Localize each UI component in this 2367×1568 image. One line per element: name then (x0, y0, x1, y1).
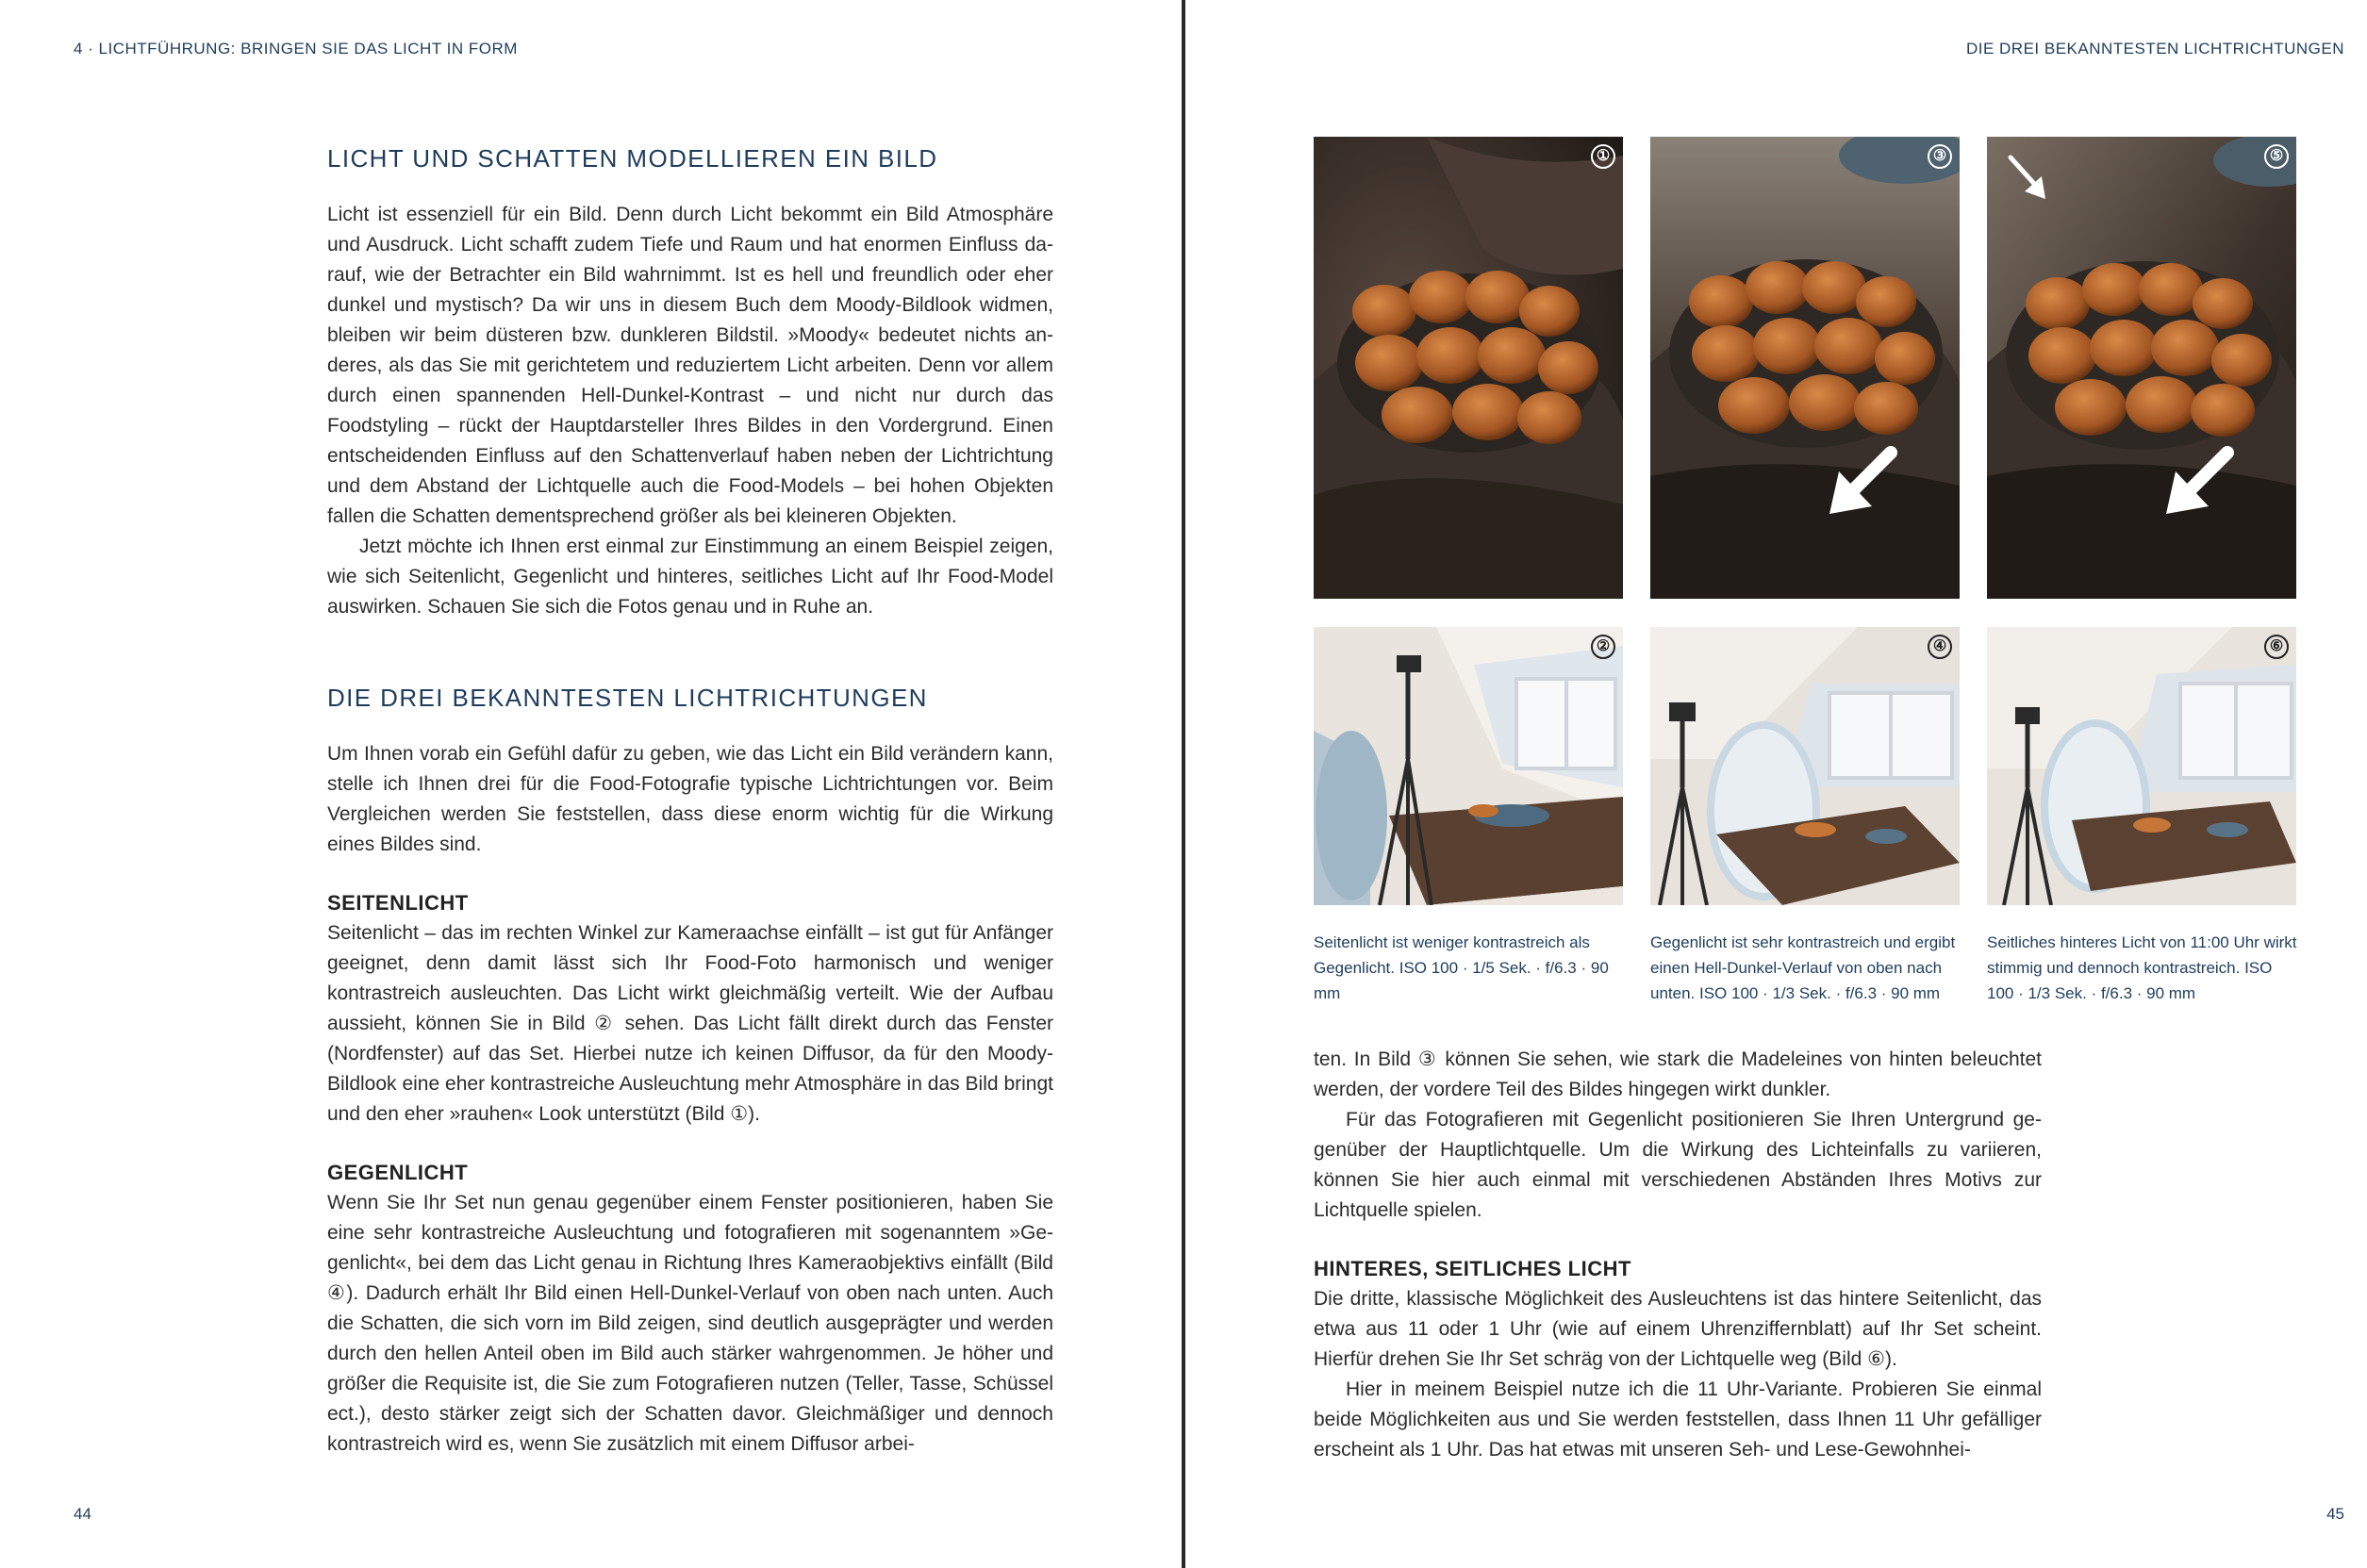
running-head-left: 4 · LICHTFÜHRUNG: BRINGEN SIE DAS LICHT IN FORM (74, 40, 518, 58)
photo-number-badge: ⑥ (2264, 635, 2289, 659)
photo-gegenlicht-food (1650, 137, 1960, 599)
paragraph: Jetzt möchte ich Ihnen erst einmal zur Einstimmung an einem Beispiel zeigen, wie sich Seitenlicht, Gegenlicht und hinteres, seitliches Licht auf Ihr Food-Model auswirken. Schauen Sie sich die Fotos genau und in Ruhe an. (327, 536, 1053, 618)
paragraph: Seitenlicht – das im rechten Winkel zur Kameraachse einfällt – ist gut für Anfänger geeignet, denn damit lässt sich Ihr Food-Foto harmonisch und weniger kontrastreich ausleuchten. Das Licht wirkt gleichmäßig verteilt. Wie der Aufbau aussieht, können Sie in Bild ② sehen. Das Licht fällt direkt durch das Fenster (Nordfenster) auf das Set. Hierbei nutze ich keinen Diffusor, da für den Moody-Bildlook eine eher kontrastreiche Ausleuchtung mehr Atmosphäre in das Bild bringt und den eher »rauhen« Look unterstützt (Bild ①). (327, 922, 1053, 1125)
body-gegenlicht (327, 1188, 1053, 1460)
subheading-seitenlicht: SEITENLICHT (327, 891, 469, 915)
left-text-column (327, 141, 1053, 1460)
page-number-left: 44 (74, 1505, 91, 1523)
body-seitenlicht (327, 918, 1053, 1130)
photo-gegenlicht-setup (1650, 627, 1960, 905)
body-hinteres-seitliches-licht (1314, 1284, 2042, 1465)
studio-setup-photo-6 (1987, 627, 2296, 905)
madeleines-photo-5 (1987, 137, 2296, 599)
heading-lichtrichtungen: DIE DREI BEKANNTESTEN LICHTRICHTUNGEN (327, 684, 928, 712)
photo-seitenlicht-setup (1314, 627, 1623, 905)
heading-licht-und-schatten: LICHT UND SCHATTEN MODELLIEREN EIN BILD (327, 144, 938, 173)
photo-number-badge: ① (1591, 144, 1615, 169)
body-lichtrichtungen (327, 739, 1053, 860)
paragraph: Um Ihnen vorab ein Gefühl dafür zu geben, wie das Licht ein Bild verändern kann, stelle ich Ihnen drei für die Food-Fotografie typische Lichtrichtungen vor. Beim Vergleichen werden Sie feststellen, dass diese enorm wichtig für die Wirkung eines Bildes sind. (327, 743, 1053, 855)
photo-seitliches-licht-setup (1987, 627, 2296, 905)
running-head-right: DIE DREI BEKANNTESTEN LICHTRICHTUNGEN (1965, 40, 2344, 58)
photo-number-badge: ② (1591, 635, 1615, 659)
photo-number-badge: ⑤ (2264, 144, 2289, 169)
madeleines-photo-1 (1314, 137, 1623, 599)
subheading-hinteres-seitliches-licht: HINTERES, SEITLICHES LICHT (1314, 1257, 1631, 1280)
right-text-column (1314, 1045, 2042, 1465)
photo-number-badge: ④ (1928, 635, 1952, 659)
page-number-right: 45 (2326, 1505, 2344, 1523)
madeleines-photo-3 (1650, 137, 1960, 599)
studio-setup-photo-2 (1314, 627, 1623, 905)
paragraph: Licht ist essenziell für ein Bild. Denn durch Licht bekommt ein Bild Atmosphäre und Ausdruck. Licht schafft zudem Tiefe und Raum und hat enormen Einfluss darauf, wie der Betrachter ein Bild wahrnimmt. Ist es hell und freundlich oder eher dunkel und mystisch? Da wir uns in diesem Buch dem Moody-Bildlook widmen, bleiben wir beim düsteren bzw. dunkleren Bildstil. »Moody« bedeutet nichts anderes, als das Sie mit gerichtetem und reduziertem Licht arbeiten. Denn vor allem durch einen spannenden Hell-Dunkel-Kontrast – und nicht nur durch das Foodstyling – rückt der Hauptdarsteller Ihres Bildes in den Vordergrund. Einen entscheidenden Einfluss auf den Schattenverlauf haben neben der Lichtrichtung und dem Abstand der Lichtquelle auch die Food-Models – bei hohen Objekten fallen die Schatten dementsprechend größer als bei kleineren Objekten. (327, 204, 1053, 527)
studio-setup-photo-4 (1650, 627, 1960, 905)
caption-gegenlicht: Gegenlicht ist sehr kontrastreich und ergibt einen Hell-Dunkel-Verlauf von oben nach unten. ISO 100 · 1/3 Sek. · f/6.3 · 90 mm (1650, 933, 1956, 1002)
caption-seitliches-licht: Seitliches hinteres Licht von 11:00 Uhr wirkt stimmig und dennoch kontrastreich. ISO 100 · 1/3 Sek. · f/6.3 · 90 mm (1987, 933, 2297, 1002)
photo-seitenlicht-food (1314, 137, 1623, 599)
paragraph: ten. In Bild ③ können Sie sehen, wie stark die Madeleines von hinten beleuchtet werden, der vordere Teil des Bildes hingegen wirkt dunkler. (1314, 1048, 2042, 1100)
paragraph: Wenn Sie Ihr Set nun genau gegenüber einem Fenster positionieren, haben Sie eine sehr kontrastreiche Ausleuchtung und fotografieren mit sogenanntem »Gegenlicht«, bei dem das Licht genau in Richtung Ihres Kameraobjektivs einfällt (Bild ④). Dadurch erhält Ihr Bild einen Hell-Dunkel-Verlauf von oben nach unten. Auch die Schatten, die sich vorn im Bild zeigen, sind deutlich ausgeprägter und werden durch den hellen Anteil oben im Bild auch stärker wahrgenommen. Je höher und größer die Requisite ist, die Sie zum Fotografieren nutzen (Teller, Tasse, Schüssel ect.), desto stärker zeigt sich der Schatten davor. Gleichmäßiger und dennoch kontrastreich wird es, wenn Sie zusätzlich mit einem Diffusor arbei- (327, 1192, 1053, 1455)
body-gegenlicht-continued (1314, 1045, 2042, 1226)
right-page (1185, 0, 2367, 1568)
paragraph: Für das Fotografieren mit Gegenlicht positionieren Sie Ihren Untergrund gegenüber der Hauptlichtquelle. Um die Wirkung des Lichteinfalls zu variieren, können Sie hier auch einmal mit verschiedenen Abständen Ihres Motivs zur Lichtquelle spielen. (1314, 1109, 2042, 1221)
paragraph: Die dritte, klassische Möglichkeit des Ausleuchtens ist das hintere Seitenlicht, das etwa aus 11 oder 1 Uhr (wie auf einem Uhrenziffernblatt) auf Ihr Set scheint. Hierfür drehen Sie Ihr Set schräg von der Lichtquelle weg (Bild ⑥). (1314, 1288, 2042, 1370)
photo-number-badge: ③ (1928, 144, 1952, 169)
paragraph: Hier in meinem Beispiel nutze ich die 11 Uhr-Variante. Probieren Sie einmal beide Möglichkeiten aus und Sie werden feststellen, dass Ihnen 11 Uhr gefälliger erscheint als 1 Uhr. Das hat etwas mit unseren Seh- und Lese-Gewohnhei- (1314, 1378, 2042, 1461)
subheading-gegenlicht: GEGENLICHT (327, 1161, 469, 1184)
photo-seitliches-licht-food (1987, 137, 2296, 599)
caption-seitenlicht: Seitenlicht ist weniger kontrastreich als Gegenlicht. ISO 100 · 1/5 Sek. · f/6.3 · 90 mm (1314, 933, 1609, 1002)
body-intro (327, 200, 1053, 622)
